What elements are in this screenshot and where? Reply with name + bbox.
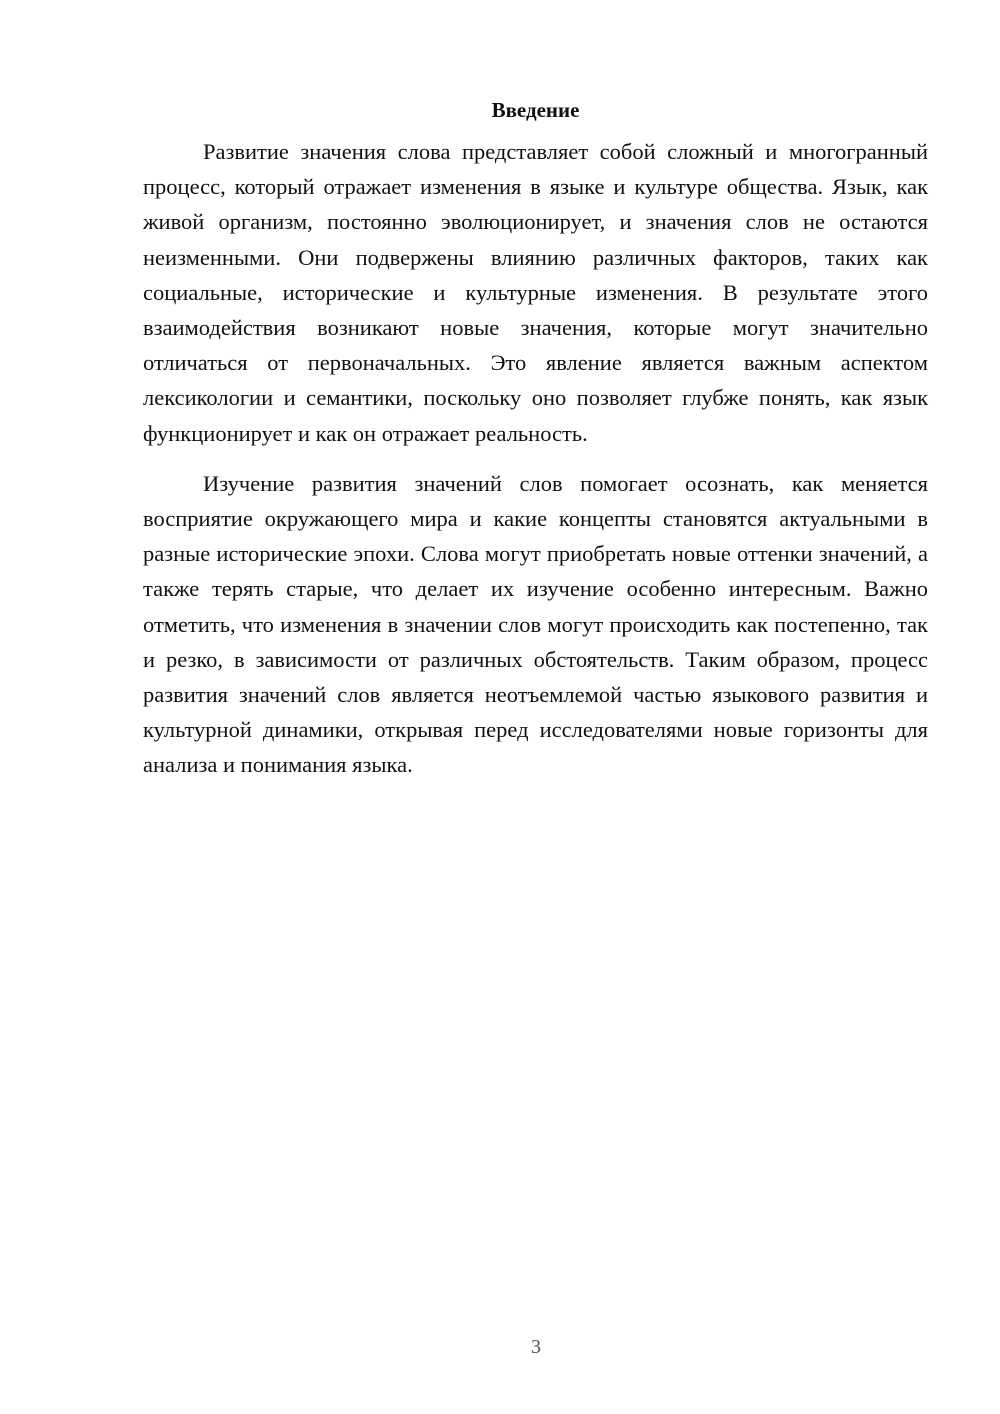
page-content xyxy=(143,96,928,783)
paragraph-1: Развитие значения слова представляет собой сложный и многогранный процесс, который отражает изменения в языке и культуре общества. Язык, как живой организм, постоянно эволюционирует, и значения слов не остаются неизменными. Они подвержены влиянию различных факторов, таких как социальные, исторические и культурные изменения. В результате этого взаимодействия возникают новые значения, которые могут значительно отличаться от первоначальных. Это явление является важным аспектом лексикологии и семантики, поскольку оно позволяет глубже понять, как язык функционирует и как он отражает реальность. xyxy=(143,139,928,446)
section-heading: Введение xyxy=(491,98,580,122)
paragraph-2: Изучение развития значений слов помогает осознать, как меняется восприятие окружающего мира и какие концепты становятся актуальными в разные исторические эпохи. Слова могут приобретать новые оттенки значений, а также терять старые, что делает их изучение особенно интересным. Важно отметить, что изменения в значении слов могут происходить как постепенно, так и резко, в зависимости от различных обстоятельств. Таким образом, процесс развития значений слов является неотъемлемой частью языкового развития и культурной динамики, открывая перед исследователями новые горизонты для анализа и понимания языка. xyxy=(143,470,928,778)
page-number: 3 xyxy=(531,1336,541,1358)
